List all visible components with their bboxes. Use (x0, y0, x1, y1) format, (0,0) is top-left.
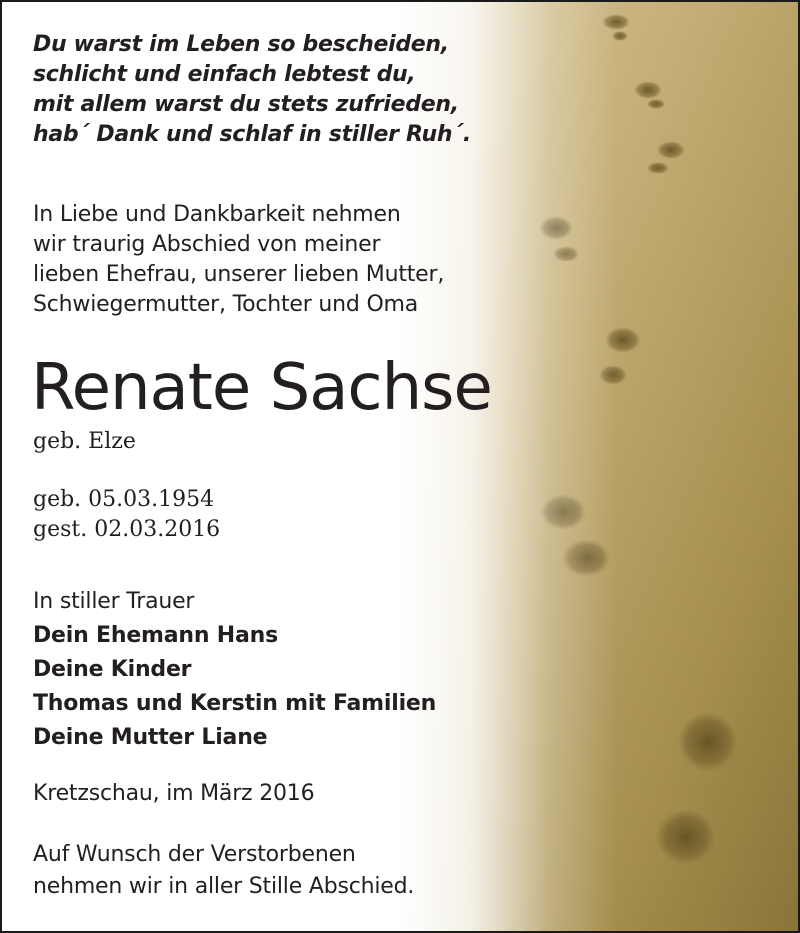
place-date: Kretzschau, im März 2016 (33, 781, 315, 806)
intro-line: Schwiegermutter, Tochter und Oma (33, 292, 419, 317)
memorial-verse (33, 30, 471, 150)
verse-line: Du warst im Leben so bescheiden, (33, 32, 449, 57)
mourners-lead: In stiller Trauer (33, 589, 195, 614)
mourners-list (33, 585, 436, 755)
verse-line: mit allem warst du stets zufrieden, (33, 92, 459, 117)
mourner-name: Deine Mutter Liane (33, 725, 268, 750)
birth-date: geb. 05.03.1954 (33, 487, 215, 512)
mourner-name: Deine Kinder (33, 657, 192, 682)
intro-line: wir traurig Abschied von meiner (33, 232, 381, 257)
closing-note (33, 839, 414, 903)
verse-line: schlicht und einfach lebtest du, (33, 62, 416, 87)
farewell-intro (33, 200, 444, 320)
intro-line: lieben Ehefrau, unserer lieben Mutter, (33, 262, 445, 287)
mourner-name: Dein Ehemann Hans (33, 623, 279, 648)
note-line: nehmen wir in aller Stille Abschied. (33, 874, 415, 899)
note-line: Auf Wunsch der Verstorbenen (33, 842, 356, 867)
intro-line: In Liebe und Dankbarkeit nehmen (33, 202, 401, 227)
life-dates (33, 485, 220, 545)
mourner-name: Thomas und Kerstin mit Familien (33, 691, 437, 716)
birth-name: geb. Elze (33, 429, 136, 454)
verse-line: hab´ Dank und schlaf in stiller Ruh´. (33, 122, 471, 147)
obituary-text (2, 2, 562, 931)
death-date: gest. 02.03.2016 (33, 517, 221, 542)
deceased-name: Renate Sachse (31, 351, 492, 425)
